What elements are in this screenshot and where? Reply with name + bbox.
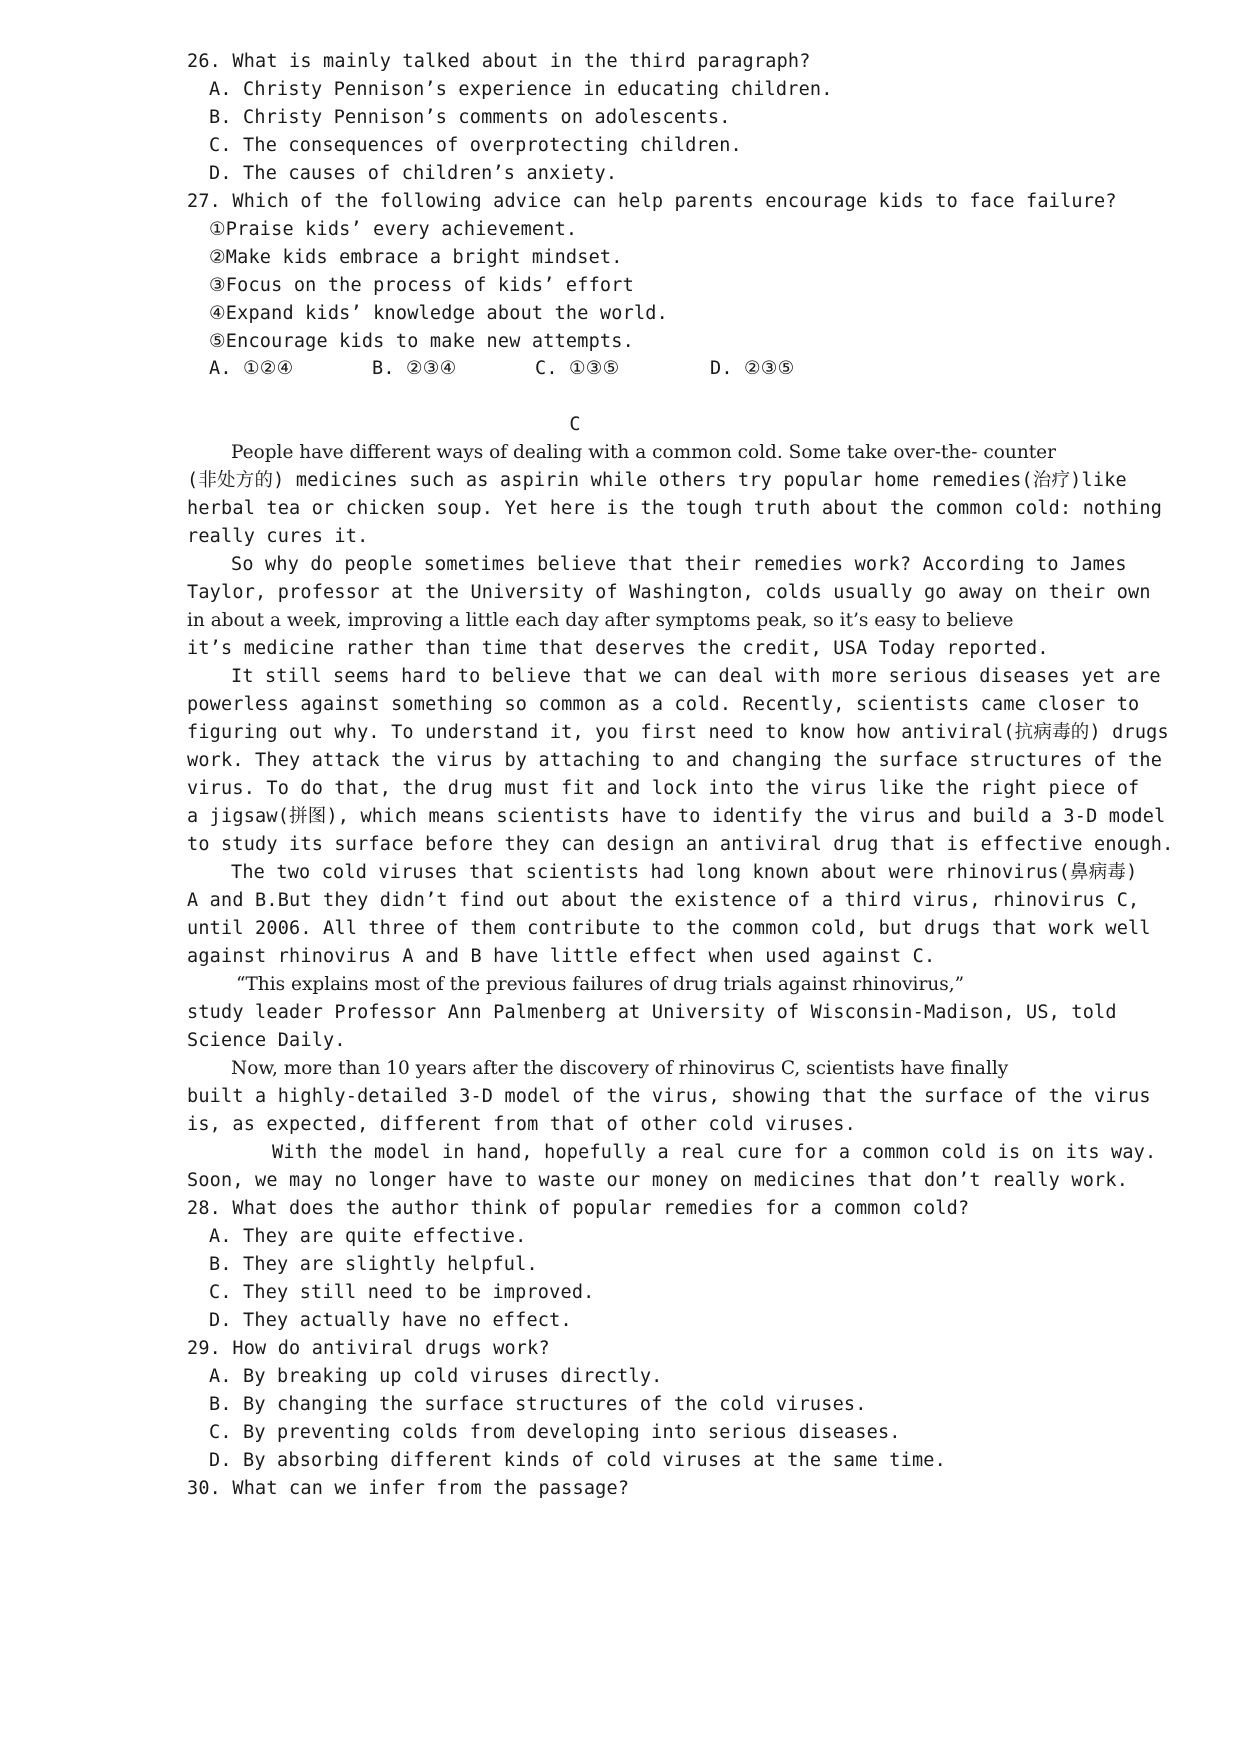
q27-choice-c: C. ①③⑤: [535, 358, 620, 379]
q27-statement-4: ④Expand kids’ knowledge about the world.: [209, 303, 668, 324]
q29-option-d: D. By absorbing different kinds of cold viruses at the same time.: [209, 1450, 946, 1471]
q28-option-b: B. They are slightly helpful.: [209, 1254, 538, 1275]
q28-option-d: D. They actually have no effect.: [209, 1310, 572, 1331]
passage-line: study leader Professor Ann Palmenberg at University of Wisconsin-Madison, US, told: [187, 1002, 1117, 1023]
passage-line: A and B.But they didn’t find out about the existence of a third virus, rhinovirus C,: [187, 890, 1140, 911]
passage-line: to study its surface before they can design an antiviral drug that is effective enough.: [187, 834, 1174, 855]
q26-option-a: A. Christy Pennison’s experience in educating children.: [209, 79, 833, 100]
q27-choice-d: D. ②③⑤: [710, 358, 795, 379]
q28-option-a: A. They are quite effective.: [209, 1226, 527, 1247]
q27-statement-5: ⑤Encourage kids to make new attempts.: [209, 331, 634, 352]
q26-option-d: D. The causes of children’s anxiety.: [209, 163, 618, 184]
passage-line: herbal tea or chicken soup. Yet here is the tough truth about the common cold: nothing: [187, 498, 1163, 519]
passage-line: built a highly-detailed 3-D model of the virus, showing that the surface of the virus: [187, 1086, 1151, 1107]
passage-line: virus. To do that, the drug must fit and lock into the virus like the right piece of: [187, 778, 1140, 799]
passage-line: Now, more than 10 years after the discovery of rhinovirus C, scientists have finally: [231, 1058, 1009, 1079]
passage-line: (非处方的) medicines such as aspirin while others try popular home remedies(治疗)like: [187, 470, 1127, 491]
q27-statement-2: ②Make kids embrace a bright mindset.: [209, 247, 623, 268]
q27-choice-b: B. ②③④: [372, 358, 457, 379]
q27-stem: 27. Which of the following advice can help parents encourage kids to face failure?: [187, 191, 1117, 212]
q27-statement-3: ③Focus on the process of kids’ effort: [209, 275, 634, 296]
q29-stem: 29. How do antiviral drugs work?: [187, 1338, 550, 1359]
passage-line: it’s medicine rather than time that deserves the credit, USA Today reported.: [187, 638, 1049, 659]
passage-line: a jigsaw(拼图), which means scientists have to identify the virus and build a 3-D model: [187, 806, 1166, 827]
q27-choice-a: A. ①②④: [209, 358, 294, 379]
passage-line: It still seems hard to believe that we can deal with more serious diseases yet are: [231, 666, 1161, 687]
passage-line: So why do people sometimes believe that their remedies work? According to James: [231, 554, 1127, 575]
q29-option-a: A. By breaking up cold viruses directly.: [209, 1366, 663, 1387]
passage-line: is, as expected, different from that of other cold viruses.: [187, 1114, 856, 1135]
passage-line: Taylor, professor at the University of Washington, colds usually go away on their own: [187, 582, 1151, 603]
passage-line: figuring out why. To understand it, you first need to know how antiviral(抗病毒的) drugs: [187, 722, 1169, 743]
passage-line: against rhinovirus A and B have little effect when used against C.: [187, 946, 936, 967]
passage-line: People have different ways of dealing with a common cold. Some take over-the- counter: [231, 442, 1056, 463]
passage-line: in about a week, improving a little each day after symptoms peak, so it’s easy to believe: [187, 610, 1014, 631]
passage-line: The two cold viruses that scientists had long known about were rhinovirus(鼻病毒): [231, 862, 1138, 883]
q28-option-c: C. They still need to be improved.: [209, 1282, 595, 1303]
q26-option-c: C. The consequences of overprotecting children.: [209, 135, 742, 156]
q26-option-b: B. Christy Pennison’s comments on adolescents.: [209, 107, 731, 128]
passage-line: really cures it.: [187, 526, 369, 547]
q30-stem: 30. What can we infer from the passage?: [187, 1478, 630, 1499]
passage-quote-line: “This explains most of the previous failures of drug trials against rhinovirus,”: [236, 974, 965, 995]
q29-option-b: B. By changing the surface structures of the cold viruses.: [209, 1394, 867, 1415]
passage-line: With the model in hand, hopefully a real cure for a common cold is on its way.: [272, 1142, 1157, 1163]
q29-option-c: C. By preventing colds from developing into serious diseases.: [209, 1422, 901, 1443]
passage-line: Soon, we may no longer have to waste our money on medicines that don’t really work.: [187, 1170, 1129, 1191]
passage-line: work. They attack the virus by attaching to and changing the surface structures of the: [187, 750, 1163, 771]
passage-line: until 2006. All three of them contribute to the common cold, but drugs that work well: [187, 918, 1151, 939]
section-c-heading: C: [569, 414, 581, 435]
passage-line: Science Daily.: [187, 1030, 346, 1051]
passage-line: powerless against something so common as a cold. Recently, scientists came closer to: [187, 694, 1140, 715]
q28-stem: 28. What does the author think of popular remedies for a common cold?: [187, 1198, 970, 1219]
q26-stem: 26. What is mainly talked about in the third paragraph?: [187, 51, 811, 72]
q27-statement-1: ①Praise kids’ every achievement.: [209, 219, 578, 240]
